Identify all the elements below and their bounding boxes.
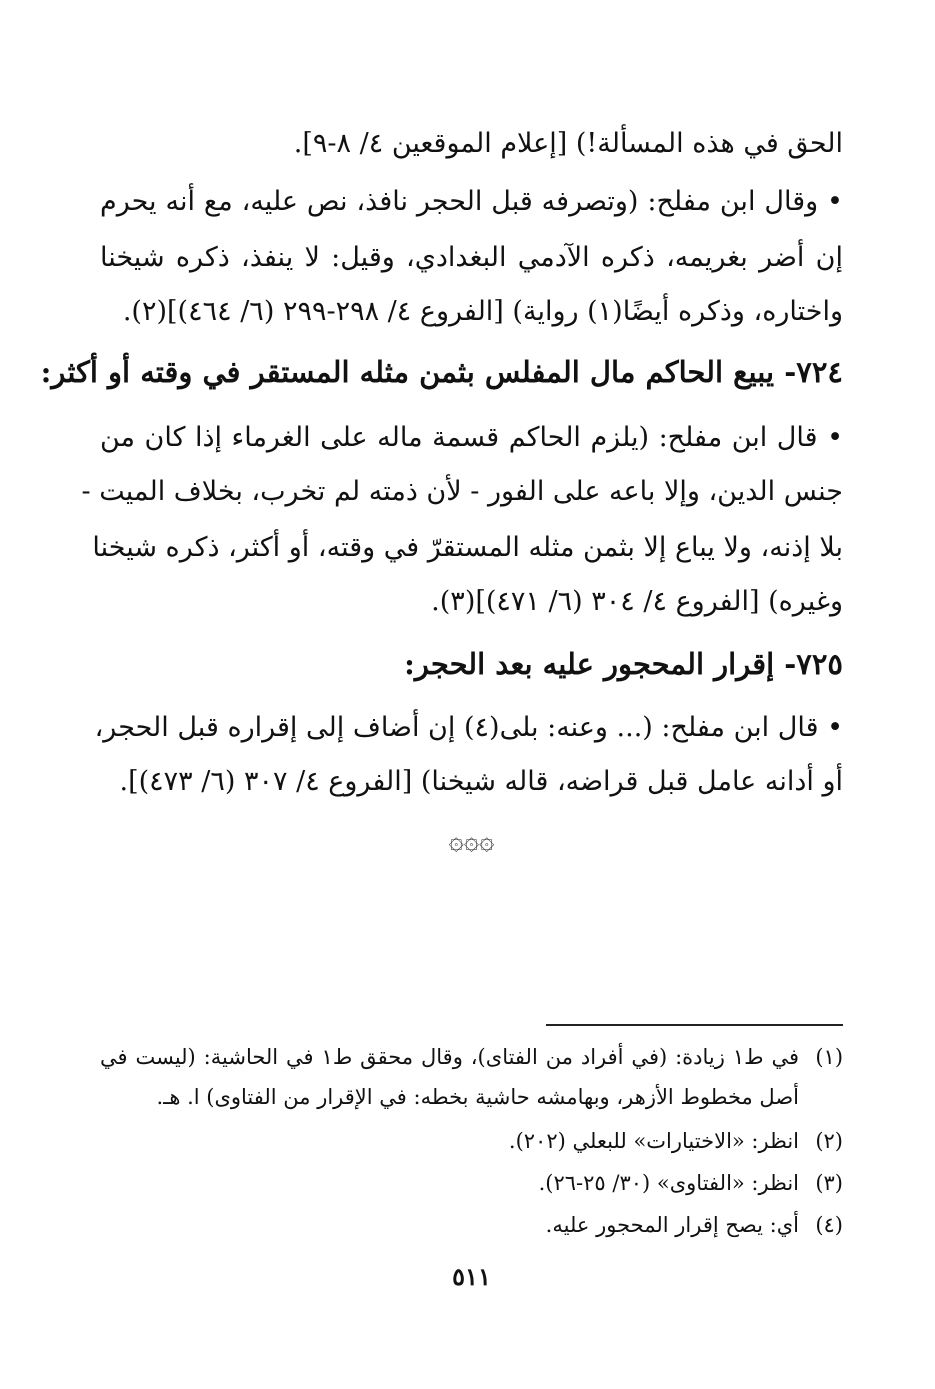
footnote-number: (٤) (815, 1213, 843, 1237)
text-line: جنس الدين، وإلا باعه على الفور - لأن ذمته لم تخرب، بخلاف الميت - (81, 476, 843, 507)
text-line: بلا إذنه، ولا يباع إلا بثمن مثله المستقرّ في وقته، أو أكثر، ذكره شيخنا (92, 532, 843, 563)
footnote-3 (100, 1166, 843, 1200)
footnote-4 (100, 1208, 843, 1242)
text-line: وغيره) [الفروع ٤/ ٣٠٤ (٦/ ٤٧١)](٣). (431, 586, 843, 617)
text-line: واختاره، وذكره أيضًا(١) رواية) [الفروع ٤/ ٢٩٨-٢٩٩ (٦/ ٤٦٤)](٢). (122, 296, 843, 327)
page-number: ٥١١ (452, 1262, 491, 1291)
footnote-text: انظر: «الاختيارات» للبعلي (٢٠٢). (508, 1129, 799, 1153)
text-line: • قال ابن مفلح: (يلزم الحاكم قسمة ماله على الغرماء إذا كان من (100, 422, 843, 453)
footnote-text: أي: يصح إقرار المحجور عليه. (545, 1213, 799, 1237)
text-line: أو أدانه عامل قبل قراضه، قاله شيخنا) [الفروع ٤/ ٣٠٧ (٦/ ٤٧٣)]. (119, 766, 843, 797)
footnote-divider (546, 1024, 843, 1026)
footnote-1-continued: أصل مخطوط الأزهر، وبهامشه حاشية بخطه: في الإقرار من الفتاوى) ا. هـ. (156, 1085, 799, 1109)
footnote-1 (100, 1040, 843, 1074)
section-heading-725: ٧٢٥- إقرار المحجور عليه بعد الحجر: (404, 647, 843, 681)
text-line: • وقال ابن مفلح: (وتصرفه قبل الحجر نافذ، نص عليه، مع أنه يحرم (100, 186, 843, 217)
book-page (40, 0, 844, 1389)
footnote-2 (100, 1124, 843, 1158)
footnote-number: (٢) (815, 1129, 843, 1153)
footnote-text: انظر: «الفتاوى» (٣٠/ ٢٥-٢٦). (538, 1171, 799, 1195)
text-line: • قال ابن مفلح: (... وعنه: بلى(٤) إن أضاف إلى إقراره قبل الحجر، (94, 712, 843, 743)
footnote-text: في ط١ زيادة: (في أفراد من الفتاى)، وقال محقق ط١ في الحاشية: (ليست في (100, 1045, 800, 1069)
text-line: الحق في هذه المسألة!) [إعلام الموقعين ٤/ ٨-٩]. (293, 128, 843, 159)
footnote-number: (٣) (815, 1171, 843, 1195)
section-ornament: ۞۞۞ (448, 826, 495, 856)
text-line: إن أضر بغريمه، ذكره الآدمي البغدادي، وقيل: لا ينفذ، ذكره شيخنا (100, 242, 843, 273)
section-heading-724: ٧٢٤- يبيع الحاكم مال المفلس بثمن مثله المستقر في وقته أو أكثر: (40, 355, 843, 389)
footnote-number: (١) (815, 1045, 844, 1069)
